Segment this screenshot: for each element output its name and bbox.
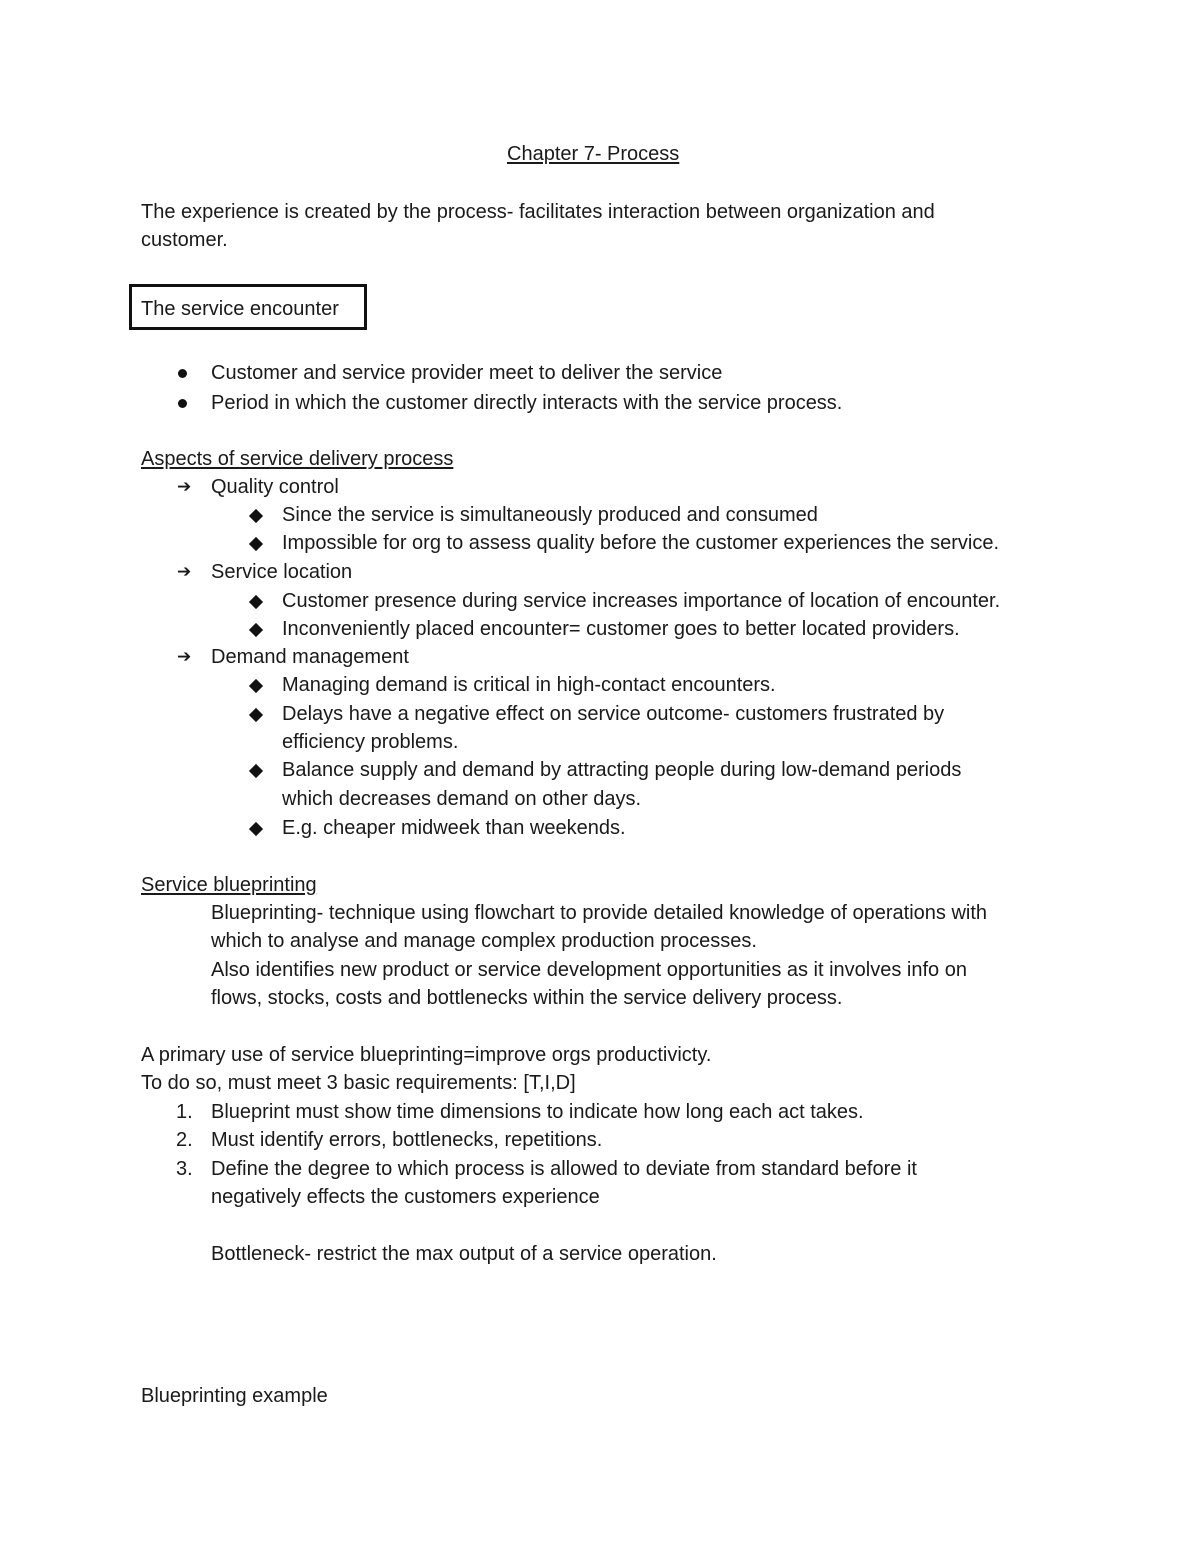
requirement-1: Blueprint must show time dimensions to indicate how long each act takes.: [211, 1101, 864, 1123]
blueprinting-line-4: flows, stocks, costs and bottlenecks within the service delivery process.: [211, 987, 843, 1009]
diamond-bullet-icon: [249, 679, 263, 693]
requirement-3-cont: negatively effects the customers experience: [211, 1186, 600, 1208]
encounter-bullet-1: Customer and service provider meet to deliver the service: [211, 362, 723, 384]
aspect-quality-control: Quality control: [211, 476, 339, 498]
requirement-2: Must identify errors, bottlenecks, repetitions.: [211, 1129, 603, 1151]
aspects-heading: Aspects of service delivery process: [141, 448, 454, 470]
bottleneck-definition: Bottleneck- restrict the max output of a service operation.: [211, 1243, 717, 1265]
arrow-icon: ➔: [177, 477, 192, 497]
location-sub-2: Inconveniently placed encounter= customer goes to better located providers.: [282, 618, 960, 640]
quality-sub-1: Since the service is simultaneously produced and consumed: [282, 504, 818, 526]
demand-sub-1: Managing demand is critical in high-contact encounters.: [282, 674, 776, 696]
page-title: Chapter 7- Process: [507, 143, 680, 165]
service-encounter-box: [129, 284, 367, 330]
primary-use: A primary use of service blueprinting=improve orgs productivicty.: [141, 1044, 712, 1066]
requirement-number: 2.: [176, 1129, 193, 1151]
diamond-bullet-icon: [249, 623, 263, 637]
aspect-demand-management: Demand management: [211, 646, 409, 668]
quality-sub-2: Impossible for org to assess quality before the customer experiences the service.: [282, 532, 1000, 554]
location-sub-1: Customer presence during service increases importance of location of encounter.: [282, 590, 1001, 612]
blueprinting-line-2: which to analyse and manage complex production processes.: [211, 930, 757, 952]
intro-line-1: The experience is created by the process- facilitates interaction between organization and: [141, 201, 935, 223]
requirement-number: 1.: [176, 1101, 193, 1123]
encounter-bullet-2: Period in which the customer directly interacts with the service process.: [211, 392, 843, 414]
diamond-bullet-icon: [249, 509, 263, 523]
service-encounter-heading: The service encounter: [141, 298, 339, 320]
aspect-service-location: Service location: [211, 561, 353, 583]
arrow-icon: ➔: [177, 562, 192, 582]
demand-sub-3: Balance supply and demand by attracting people during low-demand periods: [282, 759, 962, 781]
requirement-number: 3.: [176, 1158, 193, 1180]
intro-line-2: customer.: [141, 229, 228, 251]
diamond-bullet-icon: [249, 764, 263, 778]
bullet-icon: [178, 399, 187, 408]
bullet-icon: [178, 369, 187, 378]
blueprinting-line-1: Blueprinting- technique using flowchart to provide detailed knowledge of operations with: [211, 902, 988, 924]
requirement-3: Define the degree to which process is allowed to deviate from standard before it: [211, 1158, 917, 1180]
demand-sub-3-cont: which decreases demand on other days.: [282, 788, 642, 810]
blueprinting-line-3: Also identifies new product or service development opportunities as it involves info on: [211, 959, 967, 981]
example-heading: Blueprinting example: [141, 1385, 328, 1407]
diamond-bullet-icon: [249, 822, 263, 836]
demand-sub-4: E.g. cheaper midweek than weekends.: [282, 817, 626, 839]
diamond-bullet-icon: [249, 595, 263, 609]
diamond-bullet-icon: [249, 708, 263, 722]
blueprinting-heading: Service blueprinting: [141, 874, 317, 896]
diamond-bullet-icon: [249, 537, 263, 551]
requirements-intro: To do so, must meet 3 basic requirements: [T,I,D]: [141, 1072, 576, 1094]
demand-sub-2: Delays have a negative effect on service outcome- customers frustrated by: [282, 703, 945, 725]
arrow-icon: ➔: [177, 647, 192, 667]
demand-sub-2-cont: efficiency problems.: [282, 731, 459, 753]
